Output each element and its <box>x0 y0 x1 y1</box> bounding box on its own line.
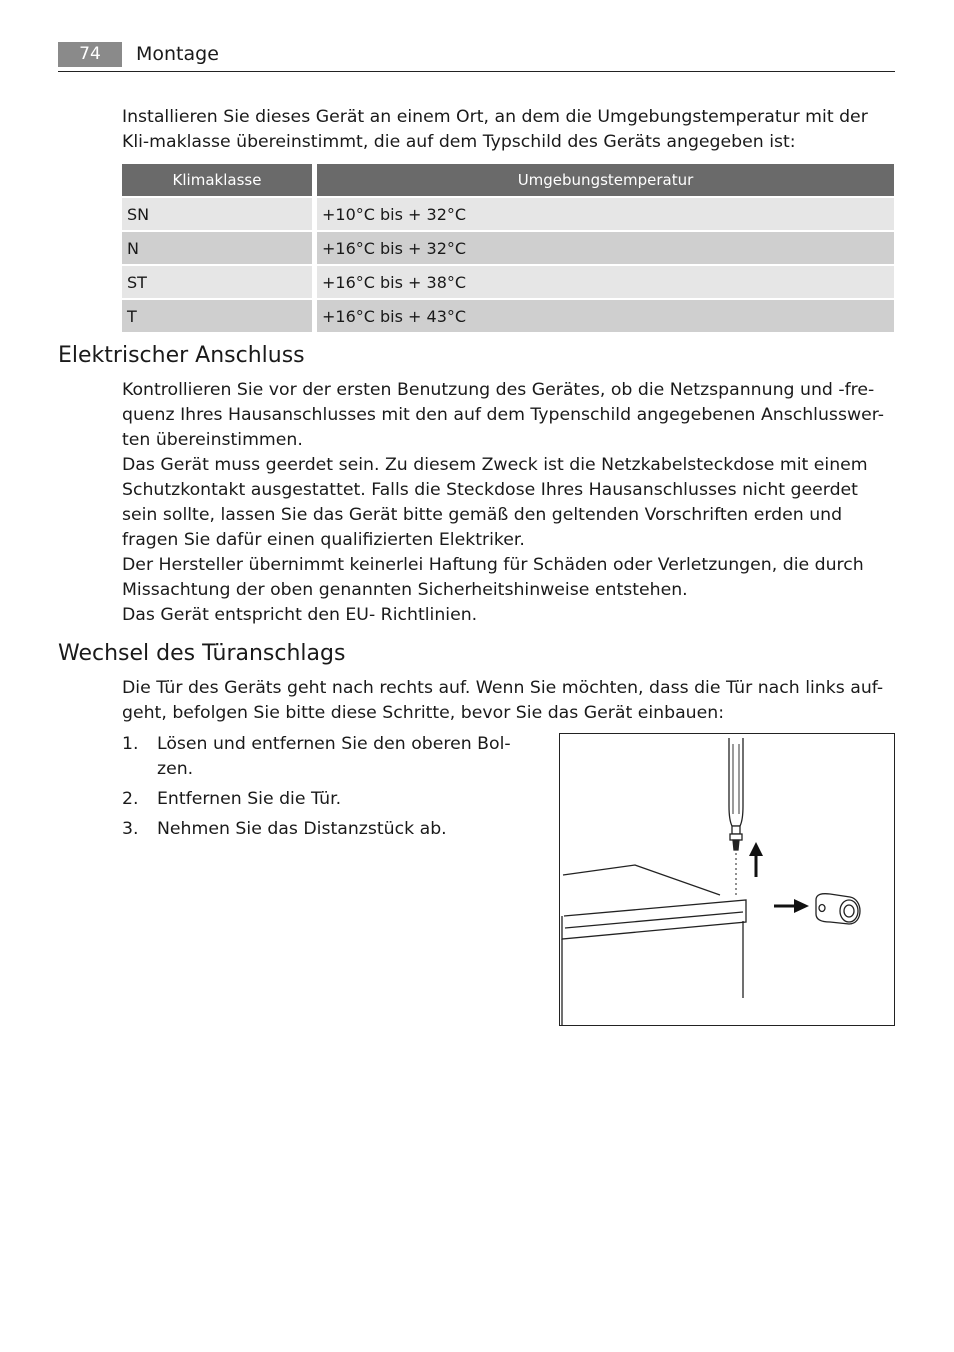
electrical-paragraph-eu-directives: Das Gerät entspricht den EU- Richtlinien. <box>122 605 478 625</box>
step-number: 2. <box>122 789 139 809</box>
page-header <box>58 40 895 72</box>
table-row <box>122 266 894 298</box>
page-number: 74 <box>58 42 122 67</box>
step-text: Nehmen Sie das Distanzstück ab. <box>157 819 447 839</box>
table-row <box>122 198 894 230</box>
hinge-diagram <box>560 734 894 1025</box>
step-text: Entfernen Sie die Tür. <box>157 789 342 809</box>
intro-paragraph: Installieren Sie dieses Gerät an einem Ort, an dem die Umgebungstemperatur mit der Kli-maklasse übereinstimmt, die auf dem Typschild des Geräts angegeben ist: <box>122 107 868 152</box>
climate-class-cell: N <box>122 232 312 264</box>
column-header-climate-class: Klimaklasse <box>122 164 312 196</box>
table-header-row <box>122 164 894 196</box>
list-item <box>122 787 522 812</box>
temperature-cell: +16°C bis + 43°C <box>312 300 894 332</box>
door-hinge-illustration <box>559 733 895 1026</box>
electrical-paragraph-grounding: Das Gerät muss geerdet sein. Zu diesem Zweck ist die Netzkabelsteckdose mit einem Schutzkontakt ausgestattet. Falls die Steckdose Ihres Hausanschlusses nicht geerdet sein sollte, lassen Sie das Gerät bitte gemäß den geltenden Vorschriften erden und fragen Sie dafür einen qualifizierten Elektriker. <box>122 455 868 550</box>
appliance-body <box>562 865 746 1025</box>
electrical-paragraph-voltage: Kontrollieren Sie vor der ersten Benutzung des Gerätes, ob die Netzspannung und -fre-quenz Ihres Hausanschlusses mit den auf dem Typenschild angegebenen Anschlusswer-ten übereinstimmen. <box>122 380 884 450</box>
list-item <box>122 817 522 842</box>
temperature-cell: +16°C bis + 32°C <box>312 232 894 264</box>
temperature-cell: +16°C bis + 38°C <box>312 266 894 298</box>
table-row <box>122 232 894 264</box>
step-number: 3. <box>122 819 139 839</box>
heading-electrical-connection: Elektrischer Anschluss <box>58 343 305 368</box>
spacer-part-icon <box>816 894 860 924</box>
climate-class-cell: ST <box>122 266 312 298</box>
door-intro-paragraph: Die Tür des Geräts geht nach rechts auf. Wenn Sie möchten, dass die Tür nach links auf-geht, befolgen Sie bitte diese Schritte, bevor Sie das Gerät einbauen: <box>122 678 884 723</box>
list-item <box>122 732 522 782</box>
electrical-paragraph-liability: Der Hersteller übernimmt keinerlei Haftung für Schäden oder Verletzungen, die durch Missachtung der oben genannten Sicherheitshinweise entstehen. <box>122 555 864 600</box>
screwdriver-icon <box>729 738 743 850</box>
step-number: 1. <box>122 734 139 754</box>
arrow-up-icon <box>749 842 763 877</box>
climate-class-cell: T <box>122 300 312 332</box>
table-row <box>122 300 894 332</box>
arrow-right-icon <box>774 899 809 913</box>
climate-class-table <box>122 162 894 334</box>
climate-class-cell: SN <box>122 198 312 230</box>
column-header-ambient-temperature: Umgebungstemperatur <box>312 164 894 196</box>
temperature-cell: +10°C bis + 32°C <box>312 198 894 230</box>
step-text: Lösen und entfernen Sie den oberen Bol-zen. <box>157 734 511 779</box>
heading-door-reversal: Wechsel des Türanschlags <box>58 641 346 666</box>
section-title: Montage <box>136 43 219 65</box>
door-steps-list <box>122 732 522 847</box>
